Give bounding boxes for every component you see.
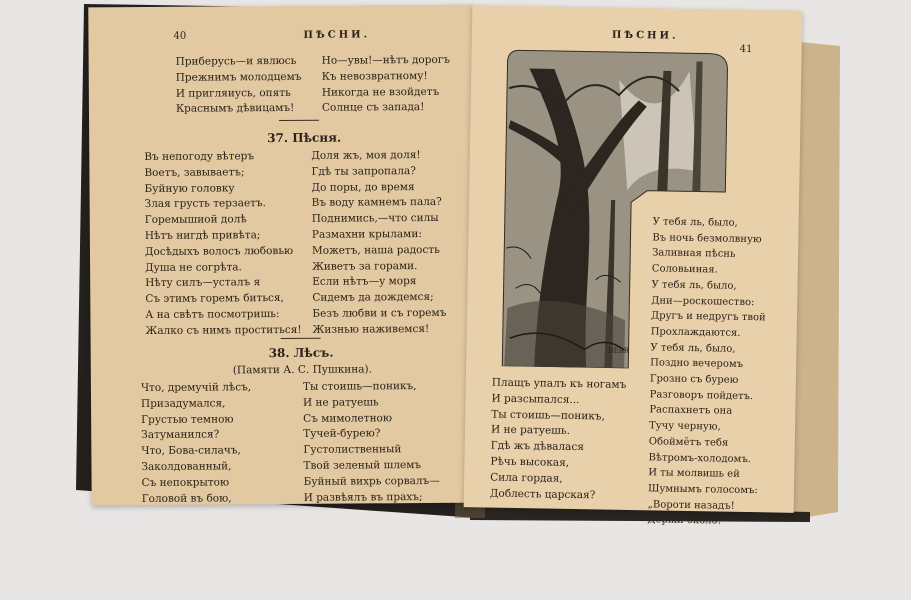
song-37-left-column: Въ непогоду вѣтеръ Воетъ, завываетъ; Буйную головку Злая грусть терзаетъ. Горемышиой долѣ Нѣтъ нигдѣ привѣта; Досѣдыхъ волосъ любовью Душа не согрѣта. Нѣту силъ—усталъ я Съ этимъ горемъ биться, А на свѣтъ посмотришь: Жалко съ нимъ проститься! — [144, 150, 302, 337]
illustration-caption: DEBR — [608, 347, 630, 355]
side-text-column: У тебя ль, было, Въ ночь безмолвную Заливная пѣснь Соловьиная. У тебя ль, было, Дни—роскошество: Другъ и недругъ твой Прохлаждаются. У тебя ль, было, Поздно вечеромъ Грозно съ бурею Разговоръ пойдетъ. Распахнетъ она Тучу черную, Обоймётъ тебя Вѣтромъ-холодомъ. И ты молвишь ей Шумнымъ голосомъ: „Вороти назадъ! Держи около!“ — [647, 216, 766, 528]
song-38-title: 38. Лѣсъ. — [268, 345, 334, 361]
page-number-left: 40 — [173, 30, 187, 42]
running-head-left: ПѢСНИ. — [303, 29, 371, 41]
top-stanza-right: Но—увы!—нѣтъ дорогъ Къ невозвратному! Никогда не взойдетъ Солнце съ запада! — [321, 53, 450, 115]
forest-engraving — [494, 48, 730, 370]
song-37-title: 37. Пѣсня. — [267, 130, 342, 146]
left-page — [88, 5, 476, 506]
song-38-left-column: Что, дремучій лѣсъ, Призадумался, Грустью темною Затуманился? Что, Бова-силачъ, Заколдованный, Съ непокрытою Головой въ бою, — [140, 381, 252, 505]
divider-rule — [279, 120, 319, 121]
song-37-right-column: Доля жъ, моя доля! Гдѣ ты запропала? До поры, до время Въ воду камнемъ пала? Поднимись,—что силы Размахни крылами: Можетъ, наша радость Живетъ за горами. Если нѣтъ—у моря Сидемъ да дождемся; Безъ любви и съ горемъ Жизнью наживемся! — [311, 149, 447, 336]
divider-rule-2 — [281, 338, 321, 339]
page-number-right: 41 — [739, 43, 753, 56]
song-38-right-column: Ты стоишь—поникъ, И не ратуешь Съ мимолетною Тучей-бурею? Густолиственный Твой зеленый шлемъ Буйный вихрь сорвалъ— И развѣялъ въ прахъ; — [302, 380, 440, 504]
song-38-subtitle: (Памяти А. С. Пушкина). — [232, 363, 372, 377]
top-stanza-left: Приберусь—и явлюсь Прежнимъ молодцемъ И пригляиусь, опять Краснымъ дѣвицамъ! — [175, 54, 302, 116]
bottom-stanza: Плащъ упалъ къ ногамъ И разсыпался... Ты стоишь—поникъ, И не ратуешь. Гдѣ жъ дѣвалася Рѣчь высокая, Сила гордая, Доблесть царская? — [489, 376, 627, 501]
running-head-right: ПѢСНИ. — [611, 29, 679, 42]
